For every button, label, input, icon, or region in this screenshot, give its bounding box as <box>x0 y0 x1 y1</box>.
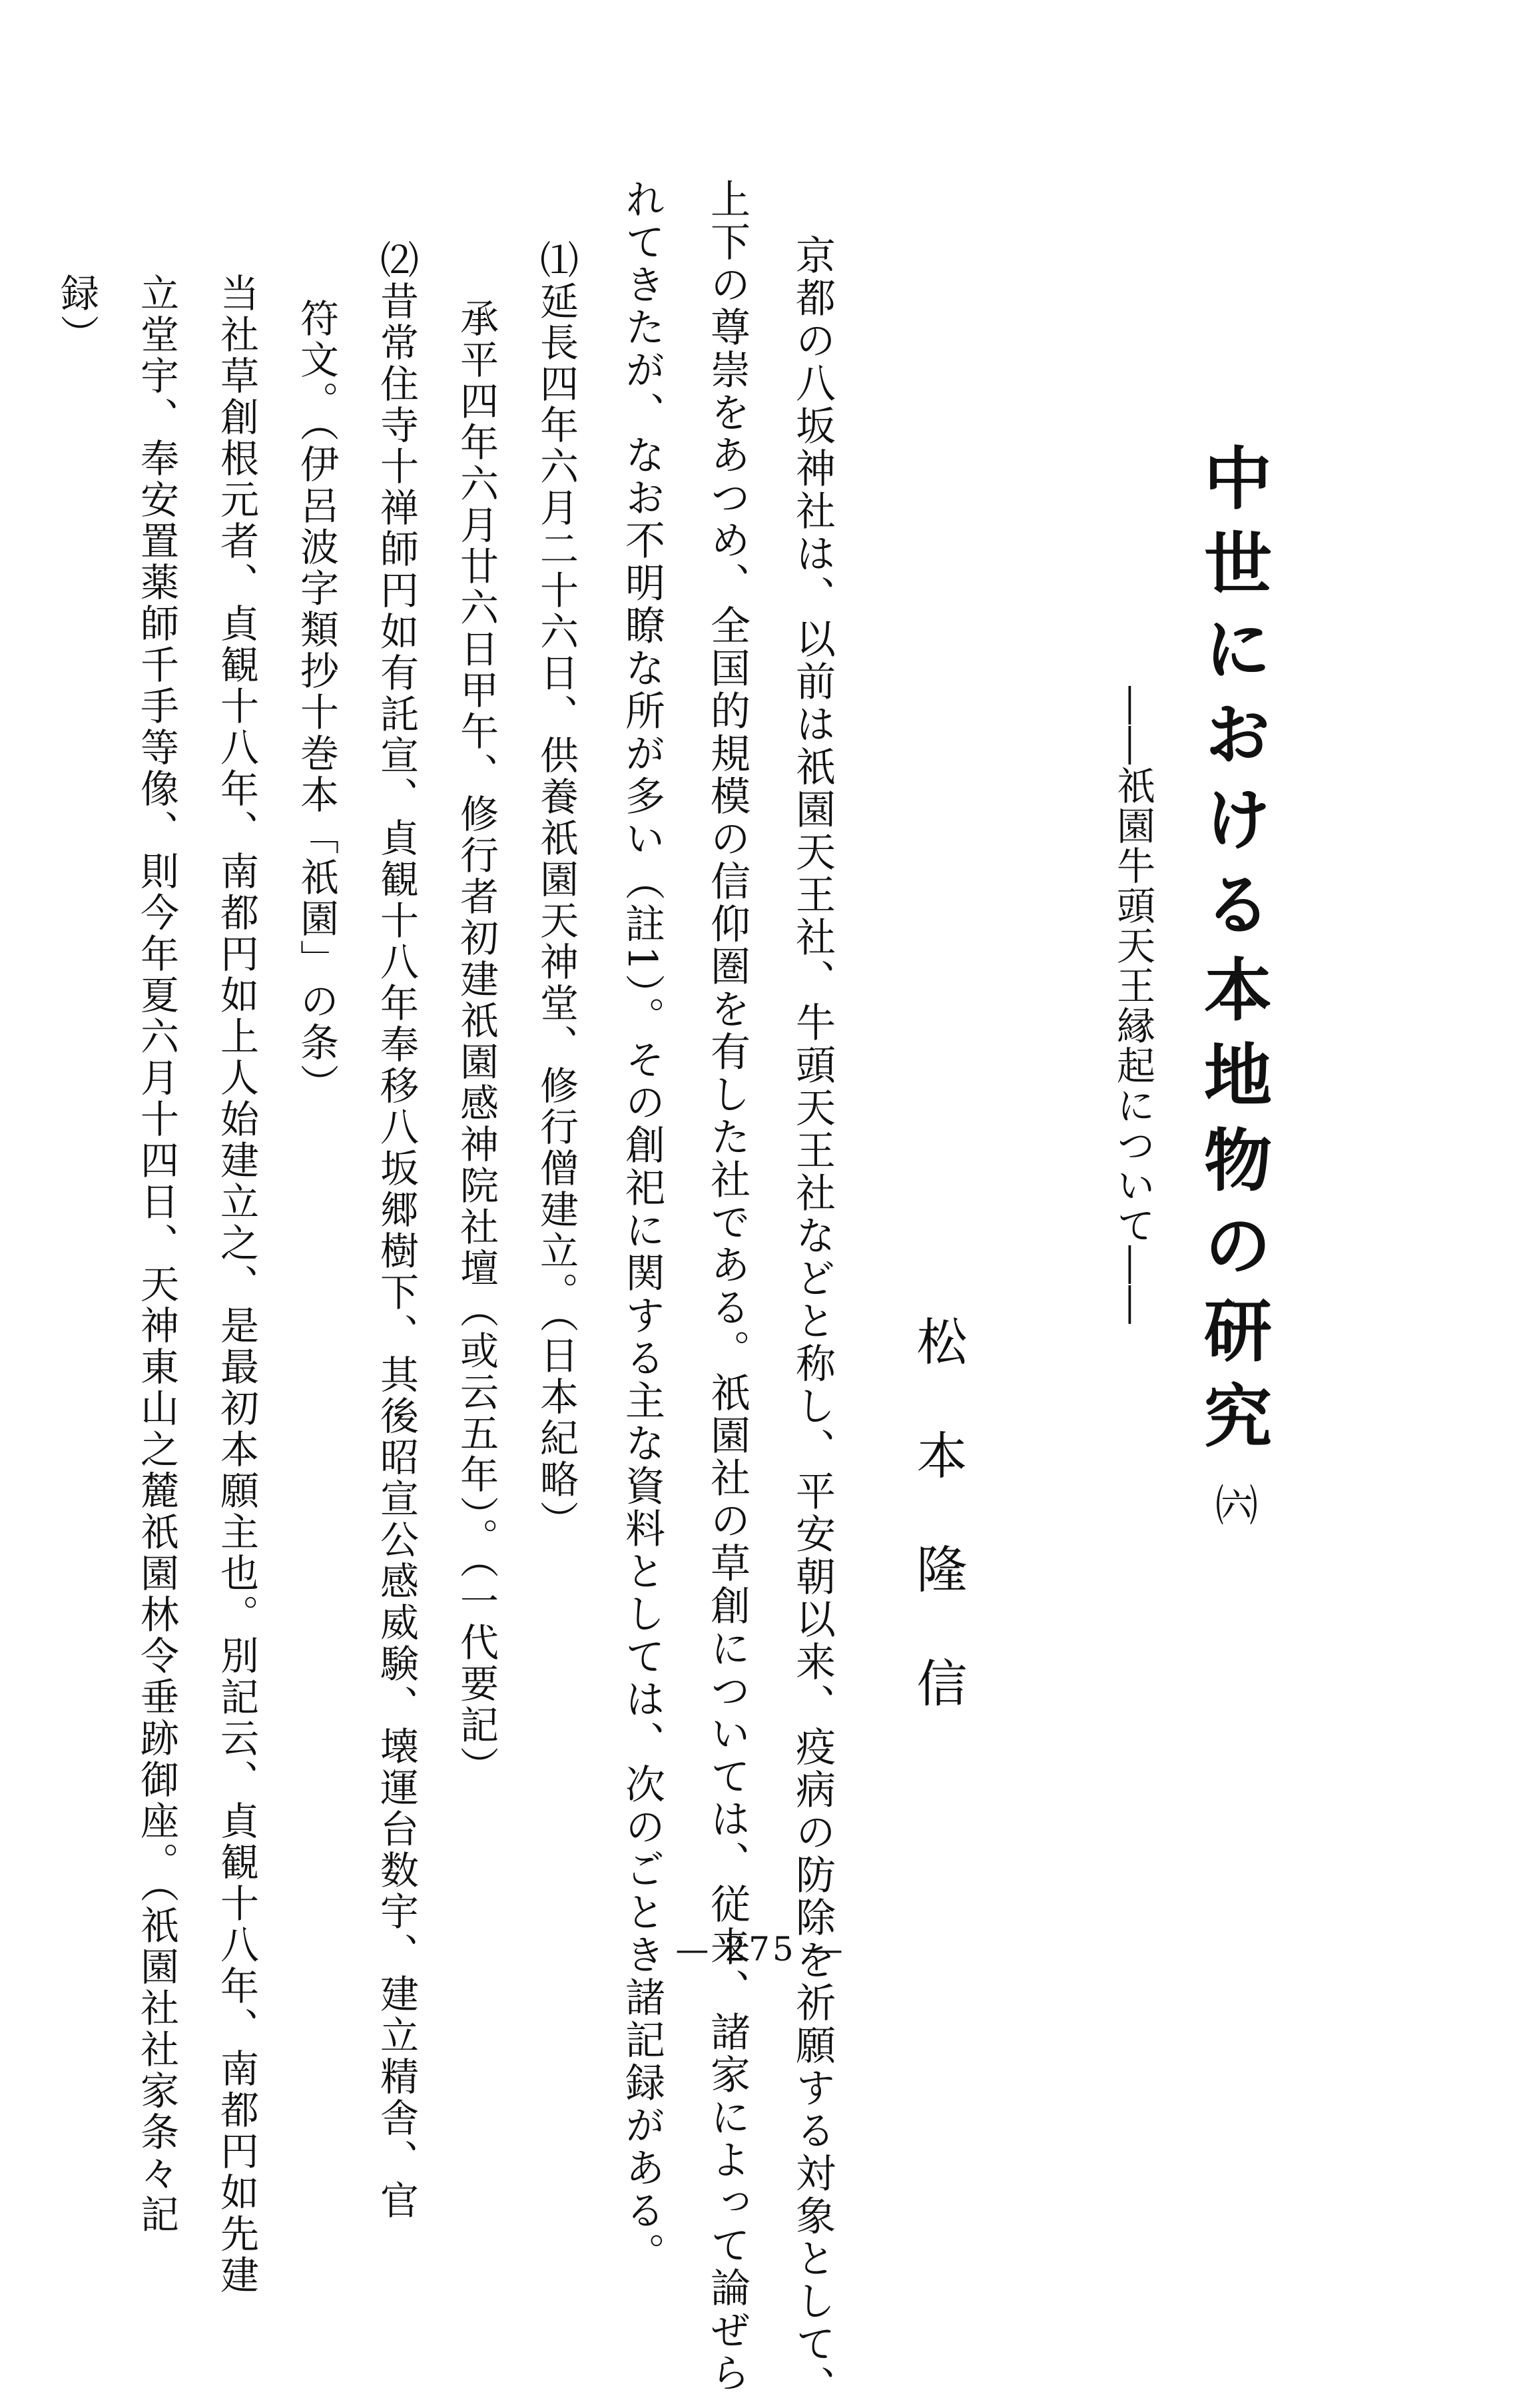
record-line-3: ⑵昔常住寺十禅師円如有託宣、貞観十八年奉移八坂郷樹下、其後昭宣公感威験、壊運台数宇、建立精舎、官 <box>374 240 419 2222</box>
record-line-4: 符文。（伊呂波字類抄十巻本「祇園」の条） <box>294 298 339 1105</box>
record-line-1: ⑴延長四年六月二十六日、供養祇園天神堂、修行僧建立。（日本紀略） <box>533 240 579 1542</box>
record-line-6: 立堂宇、奉安置薬師千手等像、則今年夏六月十四日、天神東山之麓祇園林令垂跡御座。（祇園社社家条々記 <box>134 273 179 2236</box>
part-number: ㈥ <box>1208 1483 1257 1526</box>
body-paragraph-line-3: れてきたが、なお不明瞭な所が多い（註1）。その創祀に関する主な資料としては、次のごとき諸記録がある。 <box>619 178 665 2275</box>
article-title <box>1193 443 1273 1526</box>
record-line-5: 当社草創根元者、貞観十八年、南都円如上人始建立之、是最初本願主也。別記云、貞観十八年、南都円如先建 <box>214 273 259 2296</box>
page-number: — 275 — <box>675 1930 846 1968</box>
record-line-7: 録） <box>54 273 99 356</box>
author-name: 松本隆信 <box>908 1315 968 1771</box>
article-subtitle: ――祇園牛頭天王縁起について―― <box>1110 686 1155 1325</box>
body-paragraph-line-2: 上下の尊崇をあつめ、全国的規模の信仰圏を有した社である。祇園社の草創については、従来、諸家によって論ぜら <box>704 178 751 2395</box>
title-text: 中世における本地物の研究 <box>1193 443 1273 1466</box>
record-line-2: 承平四年六月廿六日甲午、修行者初建祇園感神院社壇（或云五年）。（一代要記） <box>454 298 499 1787</box>
body-paragraph-line-1: 京都の八坂神社は、以前は祇園天王社、牛頭天王社などと称し、平安朝以来、疫病の防除を祈願する対象として、 <box>789 234 836 2408</box>
